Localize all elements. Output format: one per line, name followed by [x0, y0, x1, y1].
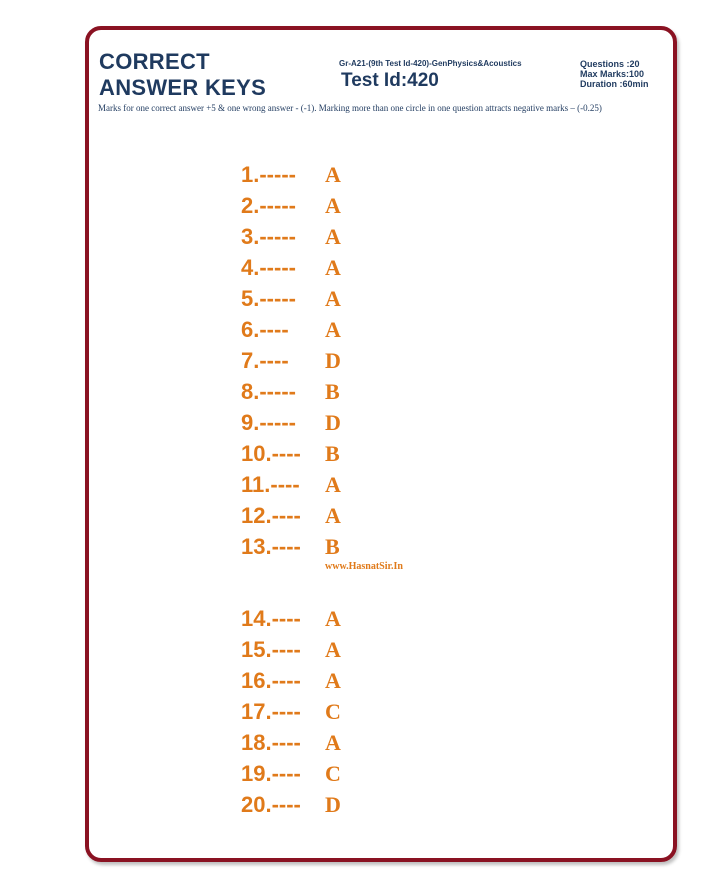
question-number: 6.----: [241, 317, 289, 342]
answer-letter: B: [325, 441, 340, 466]
question-number: 1.-----: [241, 162, 296, 187]
max-marks: Max Marks:100: [580, 69, 645, 79]
question-number: 8.-----: [241, 379, 296, 404]
question-number: 9.-----: [241, 410, 296, 435]
answer-letter: B: [325, 379, 340, 404]
question-number: 3.-----: [241, 224, 296, 249]
question-number: 12.----: [241, 503, 301, 528]
marking-rule: Marks for one correct answer +5 & one wrong answer - (-1). Marking more than one circle in one question attracts negative marks – (-0.25): [98, 103, 602, 113]
question-number: 11.----: [241, 472, 300, 497]
website-link[interactable]: www.HasnatSir.In: [325, 561, 403, 572]
duration: Duration :60min: [580, 79, 649, 89]
question-number: 5.-----: [241, 286, 296, 311]
test-meta: [580, 59, 649, 89]
answer-letter: A: [325, 286, 341, 311]
page-title: [99, 49, 266, 101]
answer-letter: A: [325, 606, 341, 631]
question-number: 17.----: [241, 699, 301, 724]
answer-letter: A: [325, 224, 341, 249]
question-number: 13.----: [241, 534, 301, 559]
answer-letter: B: [325, 534, 340, 559]
question-number: 7.----: [241, 348, 289, 373]
test-id: Test Id:420: [341, 70, 439, 91]
answer-letter: A: [325, 730, 341, 755]
answer-letter: A: [325, 162, 341, 187]
question-number: 18.----: [241, 730, 301, 755]
title-line-2: ANSWER KEYS: [99, 75, 267, 100]
question-number: 14.----: [241, 606, 301, 631]
question-number: 15.----: [241, 637, 301, 662]
answer-letter: C: [325, 699, 341, 724]
question-number: 2.-----: [241, 193, 296, 218]
answer-letter: A: [325, 503, 341, 528]
question-number: 20.----: [241, 792, 301, 817]
question-number: 4.-----: [241, 255, 296, 280]
answer-letter: D: [325, 792, 341, 817]
group-code: Gr-A21-(9th Test Id-420)-GenPhysics&Acoustics: [339, 59, 522, 68]
answer-letter: D: [325, 410, 341, 435]
answer-letter: A: [325, 637, 341, 662]
title-line-1: CORRECT: [99, 49, 210, 74]
question-number: 19.----: [241, 761, 301, 786]
question-number: 10.----: [241, 441, 301, 466]
page-border: [85, 26, 677, 862]
answer-letter: A: [325, 668, 341, 693]
answer-letter: A: [325, 193, 341, 218]
answer-letter: C: [325, 761, 341, 786]
answer-letter: A: [325, 255, 341, 280]
answer-letter: D: [325, 348, 341, 373]
questions-count: Questions :20: [580, 59, 640, 69]
answer-letter: A: [325, 472, 341, 497]
answer-letter: A: [325, 317, 341, 342]
question-number: 16.----: [241, 668, 301, 693]
